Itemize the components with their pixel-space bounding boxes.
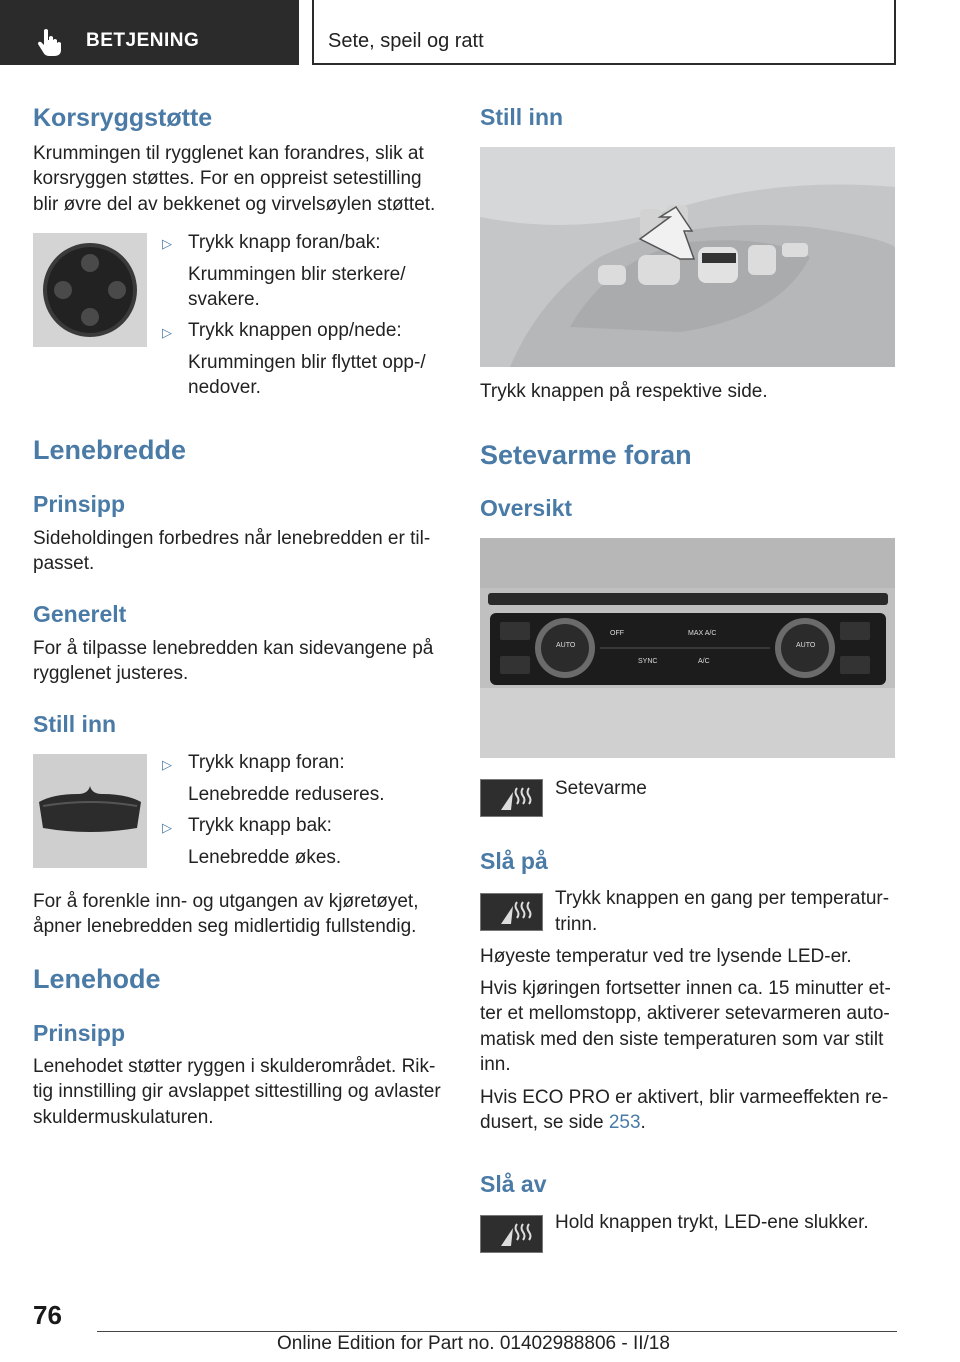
- hvis-text-line: ter et mellomstopp, aktiverer setevarmeren auto-: [480, 1003, 890, 1024]
- backrest-width-control-image: [33, 754, 147, 868]
- subheading-sla-pa: Slå på: [480, 848, 548, 874]
- subheading-sla-av: Slå av: [480, 1171, 547, 1197]
- hand-pointer-icon: [36, 28, 62, 56]
- section-heading-setevarme-foran: Setevarme foran: [480, 440, 692, 470]
- panel-ac-label: A/C: [698, 658, 710, 665]
- korsrygg-step-result: nedover.: [188, 377, 261, 398]
- subheading-prinsipp: Prinsipp: [33, 491, 126, 517]
- hvis-text-line: matisk med den siste temperaturen som var stilt: [480, 1029, 884, 1050]
- subheading-prinsipp: Prinsipp: [33, 1020, 126, 1046]
- eco-text-prefix: dusert, se side: [480, 1112, 609, 1133]
- lenebredde-text-line: Sideholdingen forbedres når lenebredden er til-: [33, 528, 431, 549]
- seat-heating-button-icon: [480, 1215, 543, 1253]
- lenehode-text-line: skuldermuskulaturen.: [33, 1107, 214, 1128]
- footer-divider: [97, 1331, 897, 1332]
- bullet-arrow-icon: ▷: [162, 820, 172, 835]
- lenebredde-text-line: passet.: [33, 553, 95, 574]
- header-section-label: BETJENING: [86, 30, 200, 51]
- subheading-generelt: Generelt: [33, 601, 127, 627]
- korsrygg-step-action: Trykk knappen opp/nede:: [188, 320, 402, 341]
- lenebredde-step-action: Trykk knapp bak:: [188, 815, 332, 836]
- lenebredde-note-line: åpner lenebredden seg midlertidig fullstendig.: [33, 916, 417, 937]
- korsrygg-step-result: svakere.: [188, 289, 260, 310]
- subheading-oversikt: Oversikt: [480, 495, 573, 521]
- korsrygg-text-line: Krummingen til rygglenet kan forandres, slik at: [33, 143, 424, 164]
- section-heading-lenehode: Lenehode: [33, 964, 161, 994]
- korsrygg-step-result: Krummingen blir sterkere/: [188, 264, 406, 285]
- seat-heating-button-icon: [480, 779, 543, 817]
- seat-heating-button-icon: [480, 893, 543, 931]
- seat-adjustment-controls-image: [480, 147, 895, 367]
- panel-auto-label: AUTO: [796, 642, 816, 649]
- header-section-tab: [0, 0, 299, 65]
- section-heading-korsrygg: Korsryggstøtte: [33, 104, 213, 132]
- lenebredde-text-line: rygglenet justeres.: [33, 663, 189, 684]
- lenebredde-step-result: Lenebredde økes.: [188, 847, 342, 868]
- lenebredde-note-line: For å forenkle inn- og utgangen av kjøretøyet,: [33, 891, 419, 912]
- bullet-arrow-icon: ▷: [162, 236, 172, 251]
- panel-auto-label: AUTO: [556, 642, 576, 649]
- lenebredde-step-action: Trykk knapp foran:: [188, 752, 345, 773]
- bullet-arrow-icon: ▷: [162, 325, 172, 340]
- korsrygg-text-line: korsryggen støttes. For en oppreist setestilling: [33, 168, 422, 189]
- panel-sync-label: SYNC: [638, 658, 658, 665]
- lenebredde-text-line: For å tilpasse lenebredden kan sidevangene på: [33, 638, 434, 659]
- subheading-still-inn: Still inn: [33, 711, 117, 737]
- korsrygg-step-result: Krummingen blir flyttet opp-/: [188, 352, 426, 373]
- lenehode-text-line: tig innstilling gir avslappet sittestilling og avlaster: [33, 1081, 441, 1102]
- header-chapter-tab: [312, 0, 896, 65]
- sla-av-text: Hold knappen trykt, LED-ene slukker.: [555, 1212, 869, 1233]
- still-inn-caption: Trykk knappen på respektive side.: [480, 381, 768, 402]
- footer-edition-text: Online Edition for Part no. 01402988806 - II/18: [277, 1333, 670, 1354]
- panel-maxac-label: MAX A/C: [688, 630, 717, 637]
- eco-text-line: Hvis ECO PRO er aktivert, blir varmeeffekten re-: [480, 1087, 889, 1108]
- eco-text-suffix: .: [640, 1112, 646, 1133]
- korsrygg-step-action: Trykk knapp foran/bak:: [188, 232, 381, 253]
- lumbar-support-control-image: [33, 233, 147, 347]
- panel-off-label: OFF: [610, 630, 624, 637]
- lenehode-text-line: Lenehodet støtter ryggen i skulderområdet. Rik-: [33, 1056, 436, 1077]
- sla-pa-text-line: trinn.: [555, 914, 598, 935]
- korsrygg-text-line: blir øvre del av bekkenet og virvelsøylen støttet.: [33, 194, 436, 215]
- setevarme-label: Setevarme: [555, 778, 647, 799]
- sla-pa-text-line: Trykk knappen en gang per temperatur-: [555, 888, 890, 909]
- hoyeste-temperatur-text: Høyeste temperatur ved tre lysende LED-er.: [480, 946, 852, 967]
- climate-control-panel-image: [480, 538, 895, 758]
- hvis-text-line: inn.: [480, 1054, 511, 1075]
- page-reference-link[interactable]: 253: [608, 1112, 641, 1133]
- header-chapter-label: Sete, speil og ratt: [328, 30, 484, 52]
- lenebredde-step-result: Lenebredde reduseres.: [188, 784, 385, 805]
- section-heading-lenebredde: Lenebredde: [33, 435, 187, 465]
- subheading-still-inn: Still inn: [480, 104, 564, 130]
- hvis-text-line: Hvis kjøringen fortsetter innen ca. 15 minutter et-: [480, 978, 891, 999]
- page-number: 76: [33, 1300, 62, 1330]
- bullet-arrow-icon: ▷: [162, 757, 172, 772]
- eco-text-line: [480, 1110, 646, 1136]
